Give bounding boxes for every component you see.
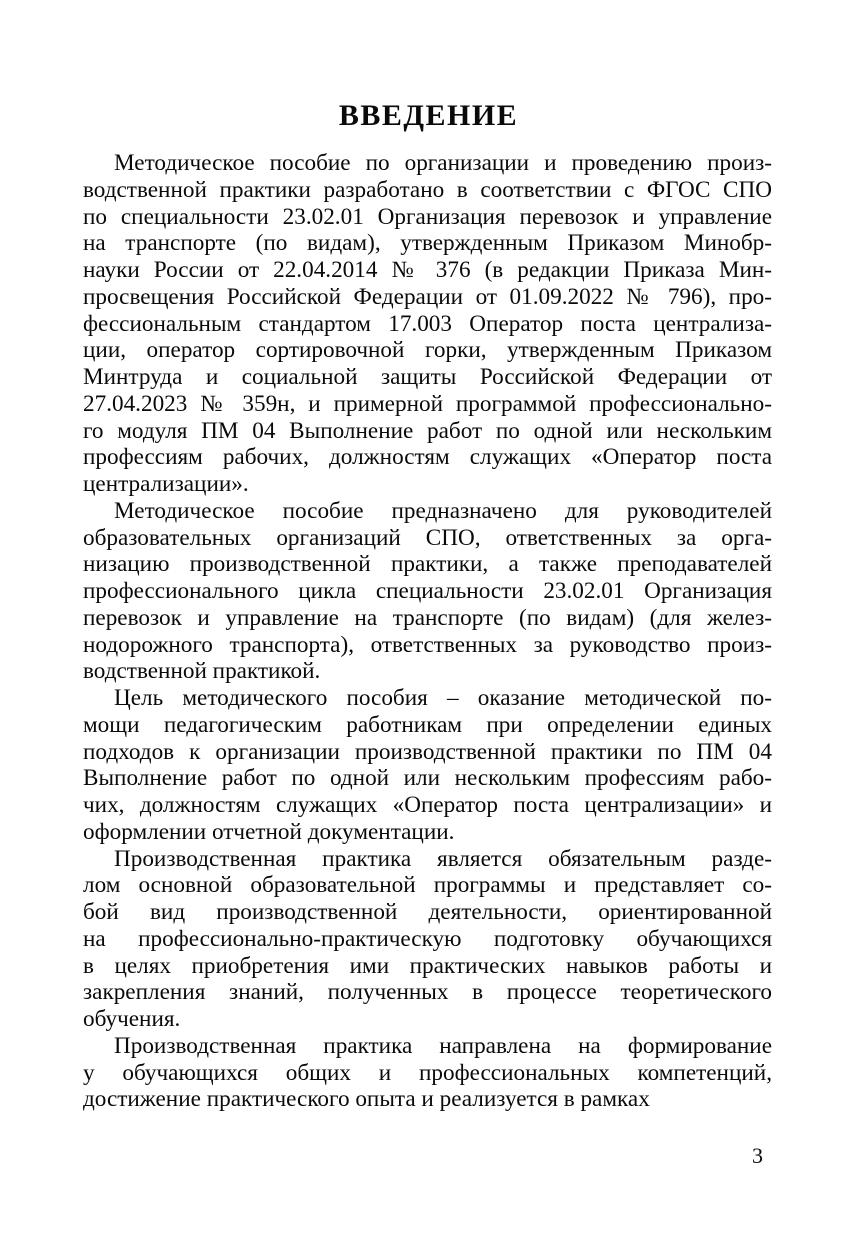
text-line: го модуля ПМ 04 Выполнение работ по одной или нескольким (83, 417, 772, 444)
text-line: мощи педагогическим работникам при определении единых (83, 711, 772, 738)
text-line: нодорожного транспорта), ответственных за руководство произ- (83, 631, 772, 658)
paragraph (83, 1033, 772, 1113)
text-line: фессиональным стандартом 17.003 Оператор поста централиза- (83, 310, 772, 337)
text-line: на профессионально-практическую подготовку обучающихся (83, 925, 772, 952)
text-line: централизации». (83, 471, 249, 497)
paragraph (83, 150, 772, 498)
text-line: подходов к организации производственной практики по ПМ 04 (83, 738, 772, 765)
text-line: Производственная практика является обязательным разде- (114, 845, 772, 872)
text-line: 27.04.2023 № 359н, и примерной программой профессионально- (83, 390, 772, 417)
text-line: оформлении отчетной документации. (83, 818, 455, 845)
text-line: закрепления знаний, полученных в процессе теоретического (83, 979, 772, 1006)
text-line: Цель методического пособия – оказание методической по- (114, 685, 772, 711)
text-line: Производственная практика направлена на формирование (114, 1032, 772, 1059)
text-line: Методическое пособие предназначено для руководителей (114, 497, 772, 524)
text-line: Минтруда и социальной защиты Российской Федерации от (83, 364, 772, 390)
text-line: у обучающихся общих и профессиональных компетенций, (83, 1059, 772, 1086)
page-number: 3 (752, 1143, 763, 1168)
text-line: обучения. (83, 1006, 181, 1032)
body-text (83, 150, 772, 1113)
text-line: водственной практикой. (83, 658, 321, 685)
text-line: водственной практики разработано в соответствии с ФГОС СПО (83, 176, 772, 203)
text-line: чих, должностям служащих «Оператор поста централизации» и (83, 792, 772, 818)
text-line: профессиям рабочих, должностям служащих «Оператор поста (83, 444, 772, 471)
text-line: по специальности 23.02.01 Организация перевозок и управление (83, 203, 772, 230)
text-line: в целях приобретения ими практических навыков работы и (83, 952, 772, 979)
text-line: образовательных организаций СПО, ответственных за орга- (83, 524, 772, 551)
paragraph (83, 685, 772, 846)
text-line: профессионального цикла специальности 23.02.01 Организация (83, 578, 772, 604)
paragraph (83, 846, 772, 1033)
page-title: ВВЕДЕНИЕ (338, 99, 519, 132)
text-line: бой вид производственной деятельности, ориентированной (83, 899, 772, 925)
text-line: Выполнение работ по одной или нескольким профессиям рабо- (83, 765, 772, 792)
text-line: науки России от 22.04.2014 № 376 (в редакции Приказа Мин- (83, 257, 772, 283)
text-line: достижение практического опыта и реализуется в рамках (83, 1086, 650, 1113)
text-line: лом основной образовательной программы и представляет со- (83, 872, 772, 899)
text-line: просвещения Российской Федерации от 01.09.2022 № 796), про- (83, 283, 772, 310)
text-line: ции, оператор сортировочной горки, утвержденным Приказом (83, 337, 772, 364)
text-line: перевозок и управление на транспорте (по видам) (для желез- (83, 604, 772, 631)
text-line: Методическое пособие по организации и проведению произ- (114, 150, 772, 176)
paragraph (83, 498, 772, 685)
text-line: низацию производственной практики, а также преподавателей (83, 551, 772, 578)
text-line: на транспорте (по видам), утвержденным Приказом Минобр- (83, 230, 772, 257)
